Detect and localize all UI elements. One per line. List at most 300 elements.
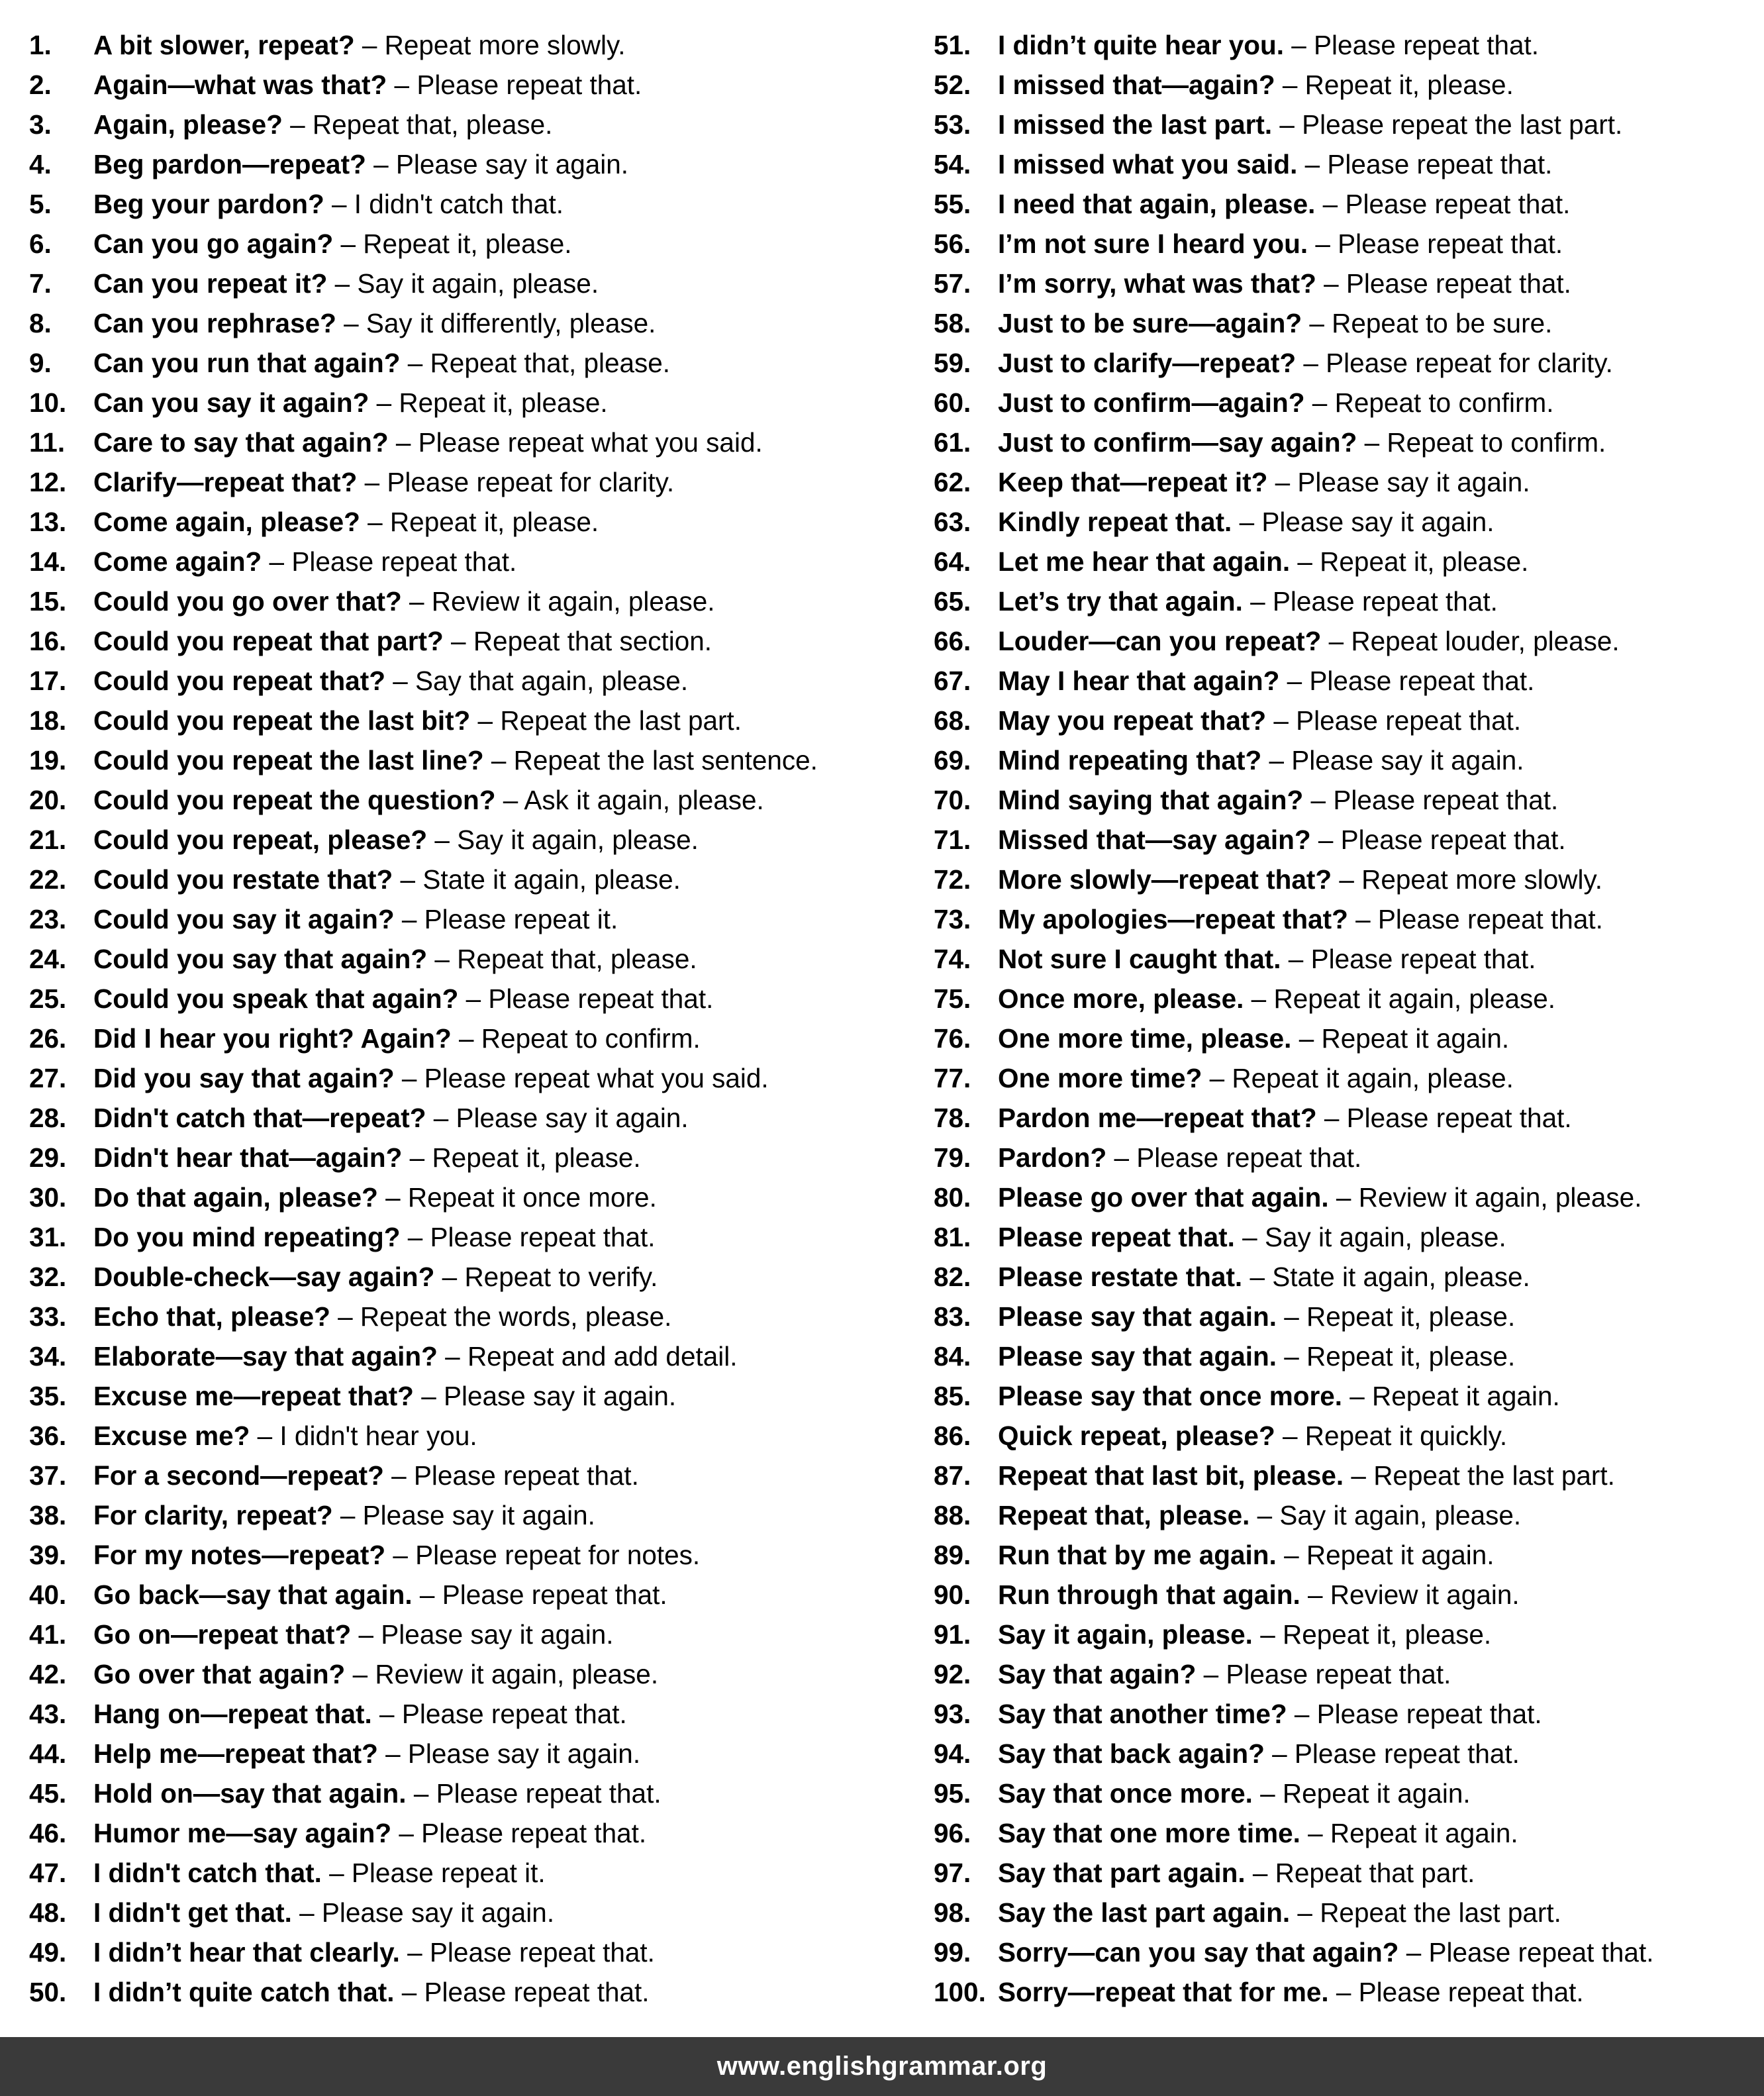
item-separator: – — [1328, 1182, 1359, 1213]
item-number: 34. — [29, 1341, 67, 1372]
list-item — [29, 1138, 903, 1177]
list-item — [934, 1456, 1761, 1495]
item-phrase: Please repeat that. — [998, 1222, 1235, 1252]
item-number: 37. — [29, 1460, 67, 1491]
item-phrase: Run that by me again. — [998, 1540, 1277, 1570]
item-text — [998, 1694, 1542, 1734]
item-text — [93, 820, 699, 860]
list-item — [29, 661, 903, 701]
item-separator: – — [1328, 1977, 1359, 2007]
item-meaning: Please say it again. — [407, 1738, 641, 1769]
list-item — [29, 1694, 903, 1734]
item-number: 59. — [934, 348, 971, 378]
phrase-list-left — [29, 25, 903, 2012]
item-separator: – — [394, 904, 424, 934]
item-separator: – — [1316, 268, 1346, 299]
item-phrase: Do that again, please? — [93, 1182, 378, 1213]
item-meaning: Please repeat what you said. — [424, 1063, 769, 1093]
item-text — [998, 621, 1620, 661]
item-phrase: Come again? — [93, 546, 262, 577]
item-separator: – — [1315, 189, 1346, 219]
item-phrase: Help me—repeat that? — [93, 1738, 378, 1769]
list-item — [934, 1932, 1761, 1972]
item-meaning: Please repeat that. — [1226, 1659, 1451, 1689]
item-number: 94. — [934, 1738, 971, 1769]
item-number: 56. — [934, 228, 971, 259]
item-number: 93. — [934, 1699, 971, 1729]
item-separator: – — [1357, 427, 1387, 458]
item-meaning: Please repeat that. — [442, 1579, 667, 1610]
list-item — [934, 1416, 1761, 1456]
item-phrase: Run through that again. — [998, 1579, 1300, 1610]
list-item — [29, 1575, 903, 1615]
item-number: 92. — [934, 1659, 971, 1689]
item-phrase: Hang on—repeat that. — [93, 1699, 372, 1729]
item-text — [998, 701, 1521, 740]
item-meaning: Please repeat it. — [424, 904, 618, 934]
item-phrase: May you repeat that? — [998, 705, 1267, 736]
item-meaning: Please repeat that. — [421, 1818, 647, 1848]
item-separator: – — [402, 1142, 432, 1173]
item-separator: – — [1234, 1222, 1265, 1252]
item-number: 97. — [934, 1858, 971, 1888]
item-phrase: Come again, please? — [93, 507, 360, 537]
list-item — [29, 224, 903, 264]
item-text — [998, 740, 1524, 780]
item-text — [998, 1813, 1518, 1853]
list-item — [29, 1932, 903, 1972]
item-meaning: Repeat that section. — [473, 626, 712, 656]
item-text — [93, 343, 670, 383]
item-separator: – — [371, 1699, 402, 1729]
item-text — [93, 1734, 640, 1773]
item-text — [998, 1098, 1572, 1138]
item-separator: – — [377, 1738, 408, 1769]
item-number: 39. — [29, 1540, 67, 1570]
list-item — [934, 383, 1761, 423]
list-item — [934, 661, 1761, 701]
list-item — [29, 383, 903, 423]
list-item — [29, 303, 903, 343]
item-phrase: More slowly—repeat that? — [998, 864, 1332, 895]
item-phrase: Louder—can you repeat? — [998, 626, 1322, 656]
item-separator: – — [388, 427, 418, 458]
item-meaning: Repeat the last part. — [1320, 1897, 1561, 1928]
item-text — [998, 383, 1553, 423]
item-meaning: Say it again, please. — [1264, 1222, 1506, 1252]
item-phrase: I missed the last part. — [998, 109, 1273, 140]
item-separator: – — [1276, 1540, 1306, 1570]
item-number: 23. — [29, 904, 67, 934]
item-phrase: Sorry—can you say that again? — [998, 1937, 1399, 1968]
item-separator: – — [1202, 1063, 1232, 1093]
item-meaning: Repeat the last sentence. — [513, 745, 818, 775]
item-number: 88. — [934, 1500, 971, 1530]
item-separator: – — [1316, 1103, 1347, 1133]
item-phrase: Quick repeat, please? — [998, 1421, 1275, 1451]
item-text — [93, 1217, 656, 1257]
item-meaning: Repeat it again. — [1372, 1381, 1560, 1411]
item-number: 90. — [934, 1579, 971, 1610]
item-text — [998, 1773, 1471, 1813]
item-text — [93, 1615, 614, 1654]
item-number: 55. — [934, 189, 971, 219]
list-item — [934, 701, 1761, 740]
item-number: 72. — [934, 864, 971, 895]
item-separator: – — [412, 1579, 442, 1610]
item-separator: – — [1302, 308, 1332, 338]
item-phrase: For my notes—repeat? — [93, 1540, 386, 1570]
item-phrase: Say that back again? — [998, 1738, 1265, 1769]
item-meaning: Please repeat that. — [1296, 705, 1522, 736]
list-item — [29, 740, 903, 780]
item-meaning: Please say it again. — [362, 1500, 595, 1530]
item-text — [93, 1773, 662, 1813]
item-meaning: Review it again, please. — [375, 1659, 659, 1689]
item-number: 84. — [934, 1341, 971, 1372]
item-number: 62. — [934, 467, 971, 497]
list-item — [934, 1177, 1761, 1217]
item-number: 58. — [934, 308, 971, 338]
item-text — [998, 1416, 1507, 1456]
list-item — [934, 1058, 1761, 1098]
list-item — [934, 1853, 1761, 1893]
item-number: 95. — [934, 1778, 971, 1809]
item-separator: – — [1196, 1659, 1226, 1689]
item-meaning: Please repeat for clarity. — [387, 467, 675, 497]
item-separator: – — [1290, 546, 1320, 577]
item-number: 1. — [29, 30, 52, 60]
item-number: 38. — [29, 1500, 67, 1530]
item-text — [93, 65, 642, 105]
list-item — [29, 1654, 903, 1694]
item-text — [998, 860, 1602, 899]
item-text — [998, 899, 1603, 939]
item-number: 14. — [29, 546, 67, 577]
item-number: 98. — [934, 1897, 971, 1928]
item-phrase: Mind repeating that? — [998, 745, 1262, 775]
item-separator: – — [1250, 1500, 1280, 1530]
item-phrase: Hold on—say that again. — [93, 1778, 407, 1809]
item-meaning: Please repeat that. — [1358, 1977, 1584, 2007]
item-phrase: Can you repeat it? — [93, 268, 328, 299]
item-number: 29. — [29, 1142, 67, 1173]
item-phrase: Mind saying that again? — [998, 785, 1304, 815]
item-number: 2. — [29, 70, 52, 100]
item-phrase: Didn't catch that—repeat? — [93, 1103, 426, 1133]
item-number: 57. — [934, 268, 971, 299]
item-text — [93, 1019, 701, 1058]
item-phrase: Say that once more. — [998, 1778, 1253, 1809]
item-number: 3. — [29, 109, 52, 140]
item-text — [998, 502, 1494, 542]
item-phrase: Keep that—repeat it? — [998, 467, 1268, 497]
item-number: 10. — [29, 387, 67, 418]
item-number: 75. — [934, 983, 971, 1014]
item-text — [93, 661, 688, 701]
item-phrase: Please say that again. — [998, 1341, 1277, 1372]
item-meaning: Repeat it again. — [1330, 1818, 1518, 1848]
item-meaning: Repeat it, please. — [399, 387, 608, 418]
item-meaning: Repeat to confirm. — [1334, 387, 1554, 418]
item-number: 61. — [934, 427, 971, 458]
item-number: 73. — [934, 904, 971, 934]
list-item — [29, 1217, 903, 1257]
item-meaning: Repeat it, please. — [432, 1142, 641, 1173]
item-separator: – — [483, 745, 514, 775]
item-meaning: Please repeat that. — [488, 983, 714, 1014]
item-separator: – — [393, 864, 423, 895]
item-meaning: Ask it again, please. — [524, 785, 764, 815]
item-meaning: Please repeat for clarity. — [1326, 348, 1613, 378]
item-separator: – — [1291, 1023, 1322, 1054]
item-text — [93, 1495, 595, 1535]
list-item — [29, 581, 903, 621]
list-item — [29, 1257, 903, 1297]
list-item — [29, 423, 903, 462]
item-phrase: Could you repeat the question? — [93, 785, 496, 815]
item-phrase: Let’s try that again. — [998, 586, 1243, 617]
item-text — [998, 1575, 1520, 1615]
item-separator: – — [1344, 1460, 1374, 1491]
list-item — [934, 343, 1761, 383]
list-item — [29, 1098, 903, 1138]
list-item — [29, 979, 903, 1019]
item-number: 17. — [29, 666, 67, 696]
item-number: 47. — [29, 1858, 67, 1888]
item-meaning: Repeat it, please. — [389, 507, 599, 537]
item-phrase: Sorry—repeat that for me. — [998, 1977, 1329, 2007]
list-item — [934, 1297, 1761, 1336]
item-meaning: Please repeat it. — [351, 1858, 546, 1888]
item-number: 51. — [934, 30, 971, 60]
item-phrase: Go back—say that again. — [93, 1579, 413, 1610]
item-separator: – — [400, 348, 430, 378]
item-separator: – — [413, 1381, 444, 1411]
list-item — [29, 1456, 903, 1495]
item-separator: – — [406, 1778, 436, 1809]
item-meaning: Please repeat that. — [1340, 824, 1566, 855]
item-separator: – — [1300, 1579, 1330, 1610]
item-text — [998, 661, 1534, 701]
item-phrase: One more time? — [998, 1063, 1202, 1093]
list-item — [934, 979, 1761, 1019]
item-number: 52. — [934, 70, 971, 100]
item-phrase: Excuse me? — [93, 1421, 250, 1451]
list-item — [934, 1575, 1761, 1615]
list-item — [934, 621, 1761, 661]
list-item — [29, 1853, 903, 1893]
item-number: 22. — [29, 864, 67, 895]
item-meaning: Repeat that, please. — [312, 109, 553, 140]
item-meaning: Please repeat the last part. — [1302, 109, 1623, 140]
item-phrase: Did you say that again? — [93, 1063, 395, 1093]
item-text — [93, 105, 552, 144]
item-separator: – — [437, 1341, 467, 1372]
list-item — [29, 1615, 903, 1654]
list-item — [934, 1654, 1761, 1694]
item-separator: – — [400, 1222, 430, 1252]
item-meaning: Repeat to confirm. — [481, 1023, 701, 1054]
item-meaning: Please repeat that. — [291, 546, 517, 577]
item-phrase: I missed what you said. — [998, 149, 1298, 179]
item-meaning: Repeat to confirm. — [1387, 427, 1606, 458]
item-meaning: Repeat it, please. — [1306, 1341, 1516, 1372]
item-text — [998, 1972, 1584, 2012]
list-item — [934, 1217, 1761, 1257]
item-number: 79. — [934, 1142, 971, 1173]
item-phrase: Could you repeat that? — [93, 666, 386, 696]
item-separator: – — [427, 824, 458, 855]
item-text — [93, 502, 599, 542]
item-number: 4. — [29, 149, 52, 179]
item-phrase: Just to confirm—say again? — [998, 427, 1357, 458]
list-item — [29, 1734, 903, 1773]
item-text — [93, 542, 516, 581]
item-number: 64. — [934, 546, 971, 577]
item-number: 71. — [934, 824, 971, 855]
list-item — [934, 1098, 1761, 1138]
item-text — [93, 1257, 658, 1297]
item-number: 81. — [934, 1222, 971, 1252]
item-phrase: Pardon? — [998, 1142, 1107, 1173]
item-meaning: Repeat it, please. — [363, 228, 572, 259]
item-number: 45. — [29, 1778, 67, 1809]
item-meaning: Please repeat that. — [424, 1977, 650, 2007]
item-meaning: Review it again. — [1330, 1579, 1520, 1610]
list-item — [29, 621, 903, 661]
item-separator: – — [1266, 705, 1297, 736]
item-meaning: Say that again, please. — [415, 666, 689, 696]
item-text — [93, 581, 715, 621]
item-number: 63. — [934, 507, 971, 537]
item-number: 31. — [29, 1222, 67, 1252]
item-number: 27. — [29, 1063, 67, 1093]
item-separator: – — [1342, 1381, 1373, 1411]
item-separator: – — [360, 507, 390, 537]
item-number: 82. — [934, 1262, 971, 1292]
item-number: 77. — [934, 1063, 971, 1093]
item-separator: – — [354, 30, 385, 60]
item-number: 86. — [934, 1421, 971, 1451]
item-text — [998, 979, 1555, 1019]
item-separator: – — [1242, 586, 1273, 617]
item-phrase: Again—what was that? — [93, 70, 387, 100]
item-separator: – — [443, 626, 473, 656]
item-number: 91. — [934, 1619, 971, 1650]
item-meaning: I didn't hear you. — [279, 1421, 477, 1451]
item-text — [93, 462, 674, 502]
item-separator: – — [1287, 1699, 1317, 1729]
item-phrase: Can you rephrase? — [93, 308, 336, 338]
item-separator: – — [1308, 228, 1338, 259]
item-number: 33. — [29, 1301, 67, 1332]
item-number: 26. — [29, 1023, 67, 1054]
item-text — [93, 1138, 641, 1177]
item-text — [998, 303, 1552, 343]
item-number: 8. — [29, 308, 52, 338]
list-item — [934, 581, 1761, 621]
item-text — [93, 1456, 639, 1495]
item-separator: – — [369, 387, 399, 418]
item-phrase: Could you go over that? — [93, 586, 402, 617]
item-number: 24. — [29, 944, 67, 974]
list-item — [29, 65, 903, 105]
item-number: 36. — [29, 1421, 67, 1451]
item-phrase: Elaborate—say that again? — [93, 1341, 438, 1372]
list-item — [934, 1376, 1761, 1416]
list-item — [934, 1138, 1761, 1177]
item-number: 54. — [934, 149, 971, 179]
item-separator: – — [250, 1421, 280, 1451]
item-text — [998, 1932, 1653, 1972]
item-phrase: I need that again, please. — [998, 189, 1316, 219]
item-text — [93, 1694, 627, 1734]
item-meaning: Please repeat that. — [429, 1937, 655, 1968]
item-meaning: Repeat it, please. — [1282, 1619, 1492, 1650]
item-number: 43. — [29, 1699, 67, 1729]
item-meaning: Say it again, please. — [1279, 1500, 1522, 1530]
item-phrase: Could you restate that? — [93, 864, 393, 895]
item-number: 65. — [934, 586, 971, 617]
item-phrase: I’m sorry, what was that? — [998, 268, 1316, 299]
item-number: 78. — [934, 1103, 971, 1133]
list-item — [934, 860, 1761, 899]
item-meaning: Please repeat that. — [1272, 586, 1498, 617]
item-meaning: Please say it again. — [1291, 745, 1524, 775]
item-phrase: I’m not sure I heard you. — [998, 228, 1308, 259]
item-number: 49. — [29, 1937, 67, 1968]
item-number: 48. — [29, 1897, 67, 1928]
list-item — [29, 860, 903, 899]
item-phrase: Can you go again? — [93, 228, 334, 259]
item-phrase: Beg your pardon? — [93, 189, 324, 219]
item-separator: – — [495, 785, 524, 815]
item-separator: – — [426, 1103, 456, 1133]
item-separator: – — [383, 1460, 414, 1491]
item-meaning: Repeat it again. — [1306, 1540, 1494, 1570]
item-meaning: Repeat the last part. — [1373, 1460, 1615, 1491]
item-text — [998, 1535, 1494, 1575]
item-text — [998, 144, 1552, 184]
item-text — [998, 462, 1530, 502]
item-number: 46. — [29, 1818, 67, 1848]
item-text — [93, 144, 628, 184]
item-number: 60. — [934, 387, 971, 418]
item-phrase: I didn’t quite hear you. — [998, 30, 1285, 60]
item-meaning: Repeat that, please. — [457, 944, 697, 974]
item-phrase: Say that another time? — [998, 1699, 1287, 1729]
item-meaning: Please repeat that. — [1377, 904, 1603, 934]
list-item — [934, 303, 1761, 343]
list-item — [29, 899, 903, 939]
item-text — [93, 701, 742, 740]
item-text — [998, 1257, 1530, 1297]
list-item — [29, 502, 903, 542]
item-text — [998, 542, 1528, 581]
item-separator: – — [1290, 1897, 1320, 1928]
item-text — [93, 1932, 655, 1972]
list-item — [934, 65, 1761, 105]
item-meaning: Please repeat that. — [1136, 1142, 1362, 1173]
item-meaning: Please say it again. — [395, 149, 629, 179]
item-phrase: Kindly repeat that. — [998, 507, 1232, 537]
item-meaning: Say it again, please. — [357, 268, 599, 299]
item-separator: – — [385, 666, 416, 696]
item-text — [93, 780, 764, 820]
list-item — [934, 1694, 1761, 1734]
list-item — [934, 502, 1761, 542]
